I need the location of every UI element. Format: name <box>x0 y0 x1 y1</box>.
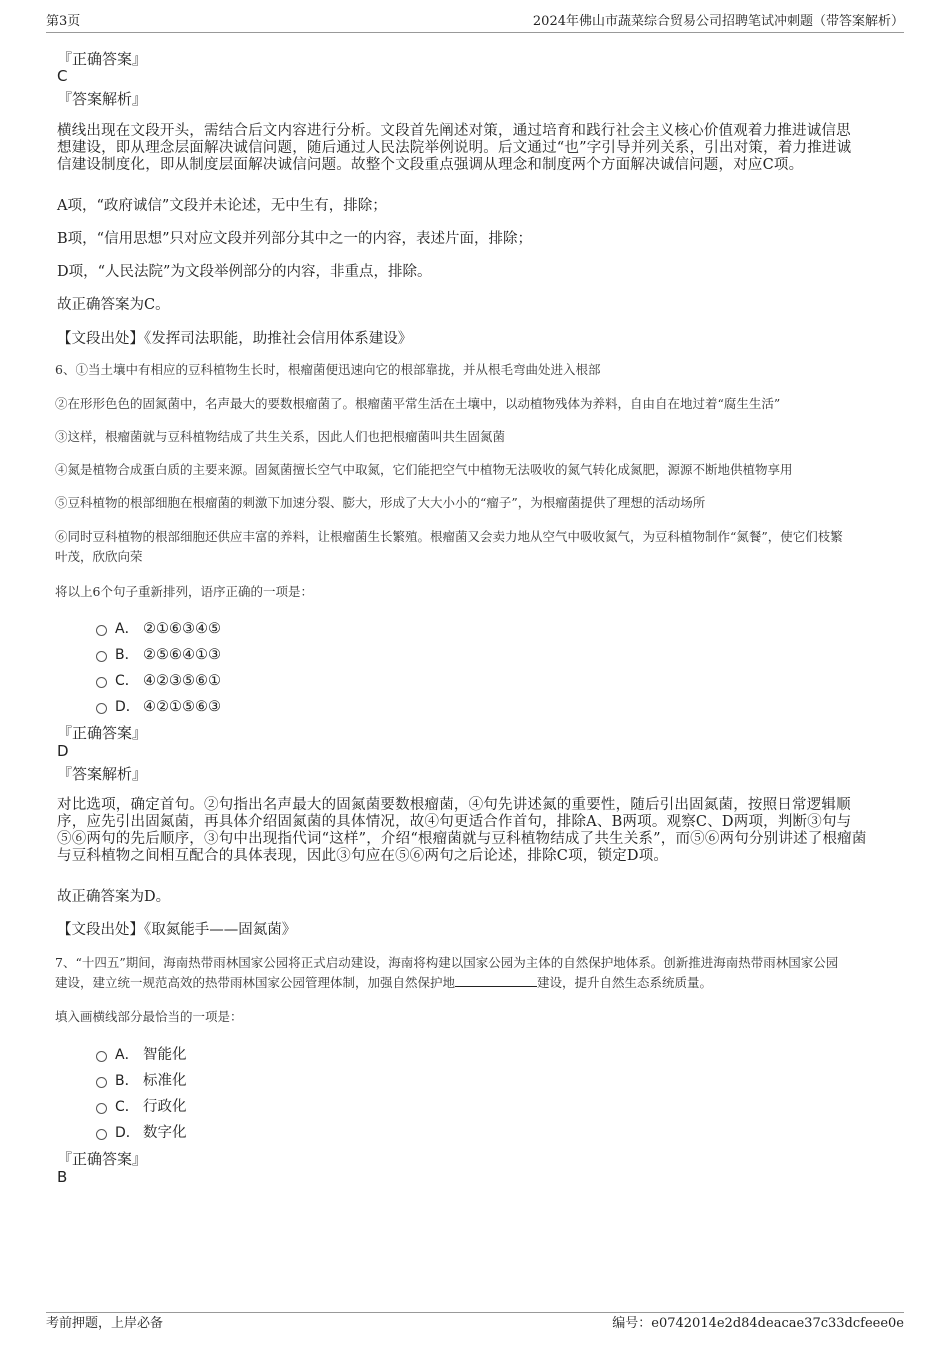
conclusion: 故正确答案为D。 <box>57 889 171 905</box>
footer-slogan: 考前押题，上岸必备 <box>46 1316 164 1331</box>
question-sentence: ④氮是植物合成蛋白质的主要来源。固氮菌擅长空气中取氮，它们能把空气中植物无法吸收的氮气转化成氮肥，源源不断地供植物享用 <box>55 462 793 477</box>
question-sentence: ②在形形色色的固氮菌中，名声最大的要数根瘤菌了。根瘤菌平常生活在土壤中，以动植物残体为养料，自由自在地过着“腐生生活” <box>55 396 781 411</box>
radio-button[interactable] <box>96 1103 107 1114</box>
radio-button[interactable] <box>96 1077 107 1088</box>
sentence-line: 叶茂，欣欣向荣 <box>55 549 143 564</box>
analysis-line: ⑤⑥两句的先后顺序，③句中出现指代词“这样”，介绍“根瘤菌就与豆科植物结成了共生关系”，而⑤⑥两句分别讲述了根瘤菌 <box>57 831 867 847</box>
answer-value: D <box>57 742 69 760</box>
option-text: ②⑤⑥④①③ <box>143 647 221 663</box>
analysis-line: 对比选项，确定首句。②句指出名声最大的固氮菌要数根瘤菌，④句先讲述氮的重要性，随后引出固氮菌，按照日常逻辑顺 <box>57 797 851 813</box>
conclusion: 故正确答案为C。 <box>57 297 170 313</box>
answer-value: B <box>57 1168 68 1186</box>
analysis-line: 想建设，即从理念层面解决诚信问题，随后通过人民法院举例说明。后文通过“也”字引导并列关系，引出对策，着力推进诚 <box>57 140 852 156</box>
option-a[interactable] <box>96 618 221 636</box>
question-line-part: 建设，建立统一规范高效的热带雨林国家公园管理体制，加强自然保护地 <box>55 975 456 990</box>
option-key: B． <box>115 1073 139 1089</box>
analysis-option-d: D项，“人民法院”为文段举例部分的内容，非重点，排除。 <box>57 264 432 280</box>
option-c[interactable] <box>96 670 221 688</box>
question-prompt: 将以上6个句子重新排列，语序正确的一项是： <box>55 584 313 599</box>
document-title: 2024年佛山市蔬菜综合贸易公司招聘笔试冲刺题（带答案解析） <box>532 14 904 29</box>
question-sentence: 6、①当土壤中有相应的豆科植物生长时，根瘤菌便迅速向它的根部靠拢，并从根毛弯曲处进入根部 <box>55 362 601 377</box>
source: 【文段出处】《取氮能手——固氮菌》 <box>57 922 297 938</box>
option-text: 标准化 <box>143 1073 187 1089</box>
radio-button[interactable] <box>96 1129 107 1140</box>
analysis-line: 信建设制度化，即从制度层面解决诚信问题。故整个文段重点强调从理念和制度两个方面解决诚信问题，对应C项。 <box>57 157 804 173</box>
option-c[interactable] <box>96 1095 187 1113</box>
option-text: 数字化 <box>143 1125 187 1141</box>
radio-button[interactable] <box>96 703 107 714</box>
option-key: C． <box>115 673 139 689</box>
radio-button[interactable] <box>96 1051 107 1062</box>
option-text: ④②①⑤⑥③ <box>143 699 221 715</box>
analysis-label: 『答案解析』 <box>57 90 148 108</box>
option-a[interactable] <box>96 1043 187 1061</box>
analysis-label: 『答案解析』 <box>57 765 148 783</box>
question-sentence: ⑤豆科植物的根部细胞在根瘤菌的刺激下加速分裂、膨大，形成了大大小小的“瘤子”，为根瘤菌提供了理想的活动场所 <box>55 495 706 510</box>
fill-blank <box>455 973 537 987</box>
option-key: D． <box>115 699 140 715</box>
question-prompt: 填入画横线部分最恰当的一项是： <box>55 1009 243 1024</box>
analysis-option-a: A项，“政府诚信”文段并未论述，无中生有，排除； <box>57 198 387 214</box>
radio-button[interactable] <box>96 651 107 662</box>
sentence-line: ⑥同时豆科植物的根部细胞还供应丰富的养料，让根瘤菌生长繁殖。根瘤菌又会卖力地从空气中吸收氮气，为豆科植物制作“氮餐”，使它们枝繁 <box>55 529 843 544</box>
radio-button[interactable] <box>96 625 107 636</box>
option-key: A． <box>115 1047 139 1063</box>
option-text: 行政化 <box>143 1099 187 1115</box>
option-text: ④②③⑤⑥① <box>143 673 221 689</box>
option-d[interactable] <box>96 696 221 714</box>
radio-button[interactable] <box>96 677 107 688</box>
page-footer <box>46 1312 904 1335</box>
question-text <box>55 953 900 993</box>
answer-label: 『正确答案』 <box>57 724 148 742</box>
page-number: 第3页 <box>46 14 81 29</box>
option-b[interactable] <box>96 1069 187 1087</box>
option-key: D． <box>115 1125 140 1141</box>
option-d[interactable] <box>96 1121 187 1139</box>
analysis-line: 横线出现在文段开头，需结合后文内容进行分析。文段首先阐述对策，通过培育和践行社会主义核心价值观着力推进诚信思 <box>57 123 851 139</box>
analysis-text <box>57 123 893 174</box>
document-id: 编号：e0742014e2d84deacae37c33dcfeee0e <box>612 1316 904 1331</box>
answer-label: 『正确答案』 <box>57 50 148 68</box>
analysis-line: 序，应先引出固氮菌，再具体介绍固氮菌的具体情况，故④句更适合作首句，排除A、B两项。观察C、D两项，判断③句与 <box>57 814 852 830</box>
analysis-line: 与豆科植物之间相互配合的具体表现，因此③句应在⑤⑥两句之后论述，排除C项，锁定D项。 <box>57 848 669 864</box>
option-text: 智能化 <box>143 1047 187 1063</box>
option-key: C． <box>115 1099 139 1115</box>
question-line: 7、“十四五”期间，海南热带雨林国家公园将正式启动建设，海南将构建以国家公园为主体的自然保护地体系。创新推进海南热带雨林国家公园 <box>55 955 839 970</box>
page-header <box>46 14 904 33</box>
source: 【文段出处】《发挥司法职能，助推社会信用体系建设》 <box>57 331 413 347</box>
option-key: B． <box>115 647 139 663</box>
analysis-option-b: B项，“信用思想”只对应文段并列部分其中之一的内容，表述片面，排除； <box>57 231 532 247</box>
analysis-text <box>57 797 893 865</box>
option-key: A． <box>115 621 139 637</box>
answer-value: C <box>57 67 68 85</box>
question-line <box>55 973 900 993</box>
question-sentence <box>55 527 900 567</box>
question-line-part: 建设，提升自然生态系统质量。 <box>537 975 713 990</box>
option-b[interactable] <box>96 644 221 662</box>
answer-label: 『正确答案』 <box>57 1150 148 1168</box>
question-sentence: ③这样，根瘤菌就与豆科植物结成了共生关系，因此人们也把根瘤菌叫共生固氮菌 <box>55 429 506 444</box>
option-text: ②①⑥③④⑤ <box>143 621 221 637</box>
